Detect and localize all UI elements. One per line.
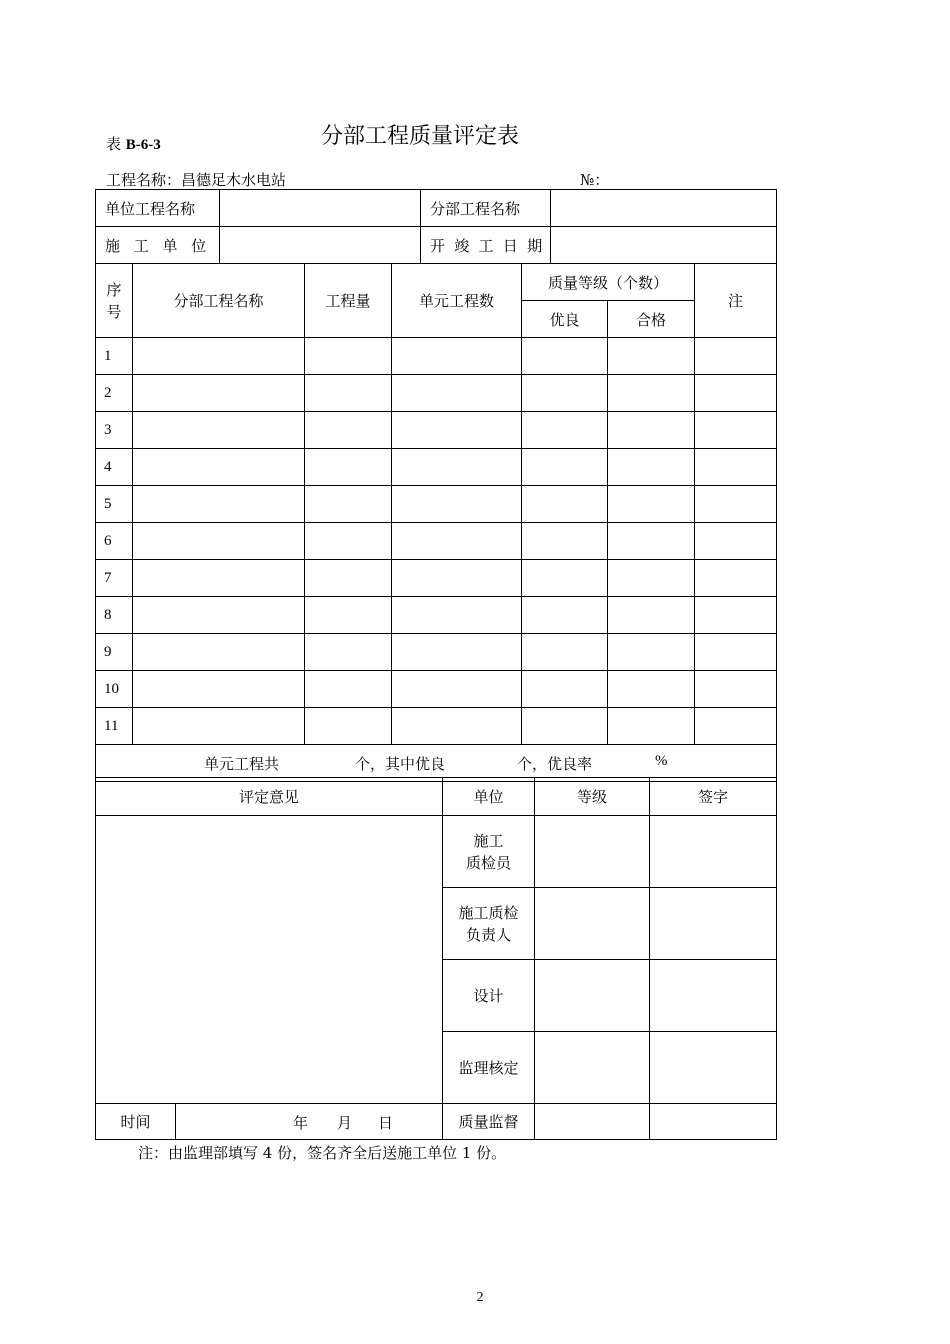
cell[interactable] [305,597,392,634]
role-design: 设计 [443,960,535,1032]
signature-cell[interactable] [650,888,777,960]
table-label-prefix: 表 [106,135,126,153]
row-number: 4 [96,449,133,486]
col-sub-name-header: 分部工程名称 [133,264,305,338]
cell[interactable] [695,523,777,560]
row-number: 5 [96,486,133,523]
row-number: 11 [96,708,133,745]
cell[interactable] [695,634,777,671]
cell[interactable] [522,634,608,671]
date-month-label: 月 [337,1114,353,1132]
cell[interactable] [305,560,392,597]
table-label [106,133,161,154]
cell[interactable] [608,708,695,745]
cell[interactable] [695,486,777,523]
cell[interactable] [305,634,392,671]
row-number: 1 [96,338,133,375]
col-quality-grade-header: 质量等级（个数） [522,264,695,301]
signature-cell[interactable] [650,1032,777,1104]
col-seq-header: 序号 [96,264,133,338]
cell[interactable] [392,671,522,708]
table-row [96,449,777,486]
sub-project-name-label: 分部工程名称 [421,190,551,227]
cell[interactable] [305,523,392,560]
table-row [96,375,777,412]
page-number: 2 [476,1290,484,1305]
role-supervision-check: 监理核定 [443,1032,535,1104]
evaluation-header-row [96,778,777,816]
cell[interactable] [133,708,305,745]
cell[interactable] [608,597,695,634]
footnote: 注：由监理部填写 4 份，签名齐全后送施工单位 1 份。 [138,1144,507,1162]
role-construction-quality-head: 施工质检 负责人 [443,888,535,960]
row-number: 3 [96,412,133,449]
form-number-label: №： [580,171,610,189]
cell[interactable] [392,338,522,375]
cell[interactable] [305,449,392,486]
opinion-field[interactable] [96,816,443,1104]
row-number: 6 [96,523,133,560]
grade-cell[interactable] [535,960,650,1032]
start-end-date-label: 开 竣 工 日 期 [421,227,551,264]
construction-unit-field[interactable] [220,227,421,264]
grade-cell[interactable] [535,888,650,960]
row-number: 8 [96,597,133,634]
cell[interactable] [695,560,777,597]
cell[interactable] [522,523,608,560]
cell[interactable] [608,449,695,486]
summary-cell [96,745,777,782]
cell[interactable] [133,338,305,375]
cell[interactable] [522,560,608,597]
cell[interactable] [133,634,305,671]
cell[interactable] [695,412,777,449]
summary-rate-label: 个，优良率 [517,755,593,773]
cell[interactable] [608,634,695,671]
signature-cell[interactable] [650,816,777,888]
grid-header-row-1 [96,264,777,301]
col-excellent-header: 优良 [522,301,608,338]
cell[interactable] [608,671,695,708]
cell[interactable] [392,449,522,486]
cell[interactable] [522,708,608,745]
unit-project-name-label: 单位工程名称 [96,190,220,227]
row-number: 7 [96,560,133,597]
table-row [96,560,777,597]
grade-header: 等级 [535,778,650,816]
signature-header: 签字 [650,778,777,816]
cell[interactable] [695,671,777,708]
cell[interactable] [608,560,695,597]
cell[interactable] [695,338,777,375]
cell[interactable] [305,338,392,375]
cell[interactable] [133,597,305,634]
cell[interactable] [305,671,392,708]
cell[interactable] [133,412,305,449]
cell[interactable] [392,486,522,523]
summary-total-label: 单元工程共 [204,755,280,773]
signature-cell[interactable] [650,1104,777,1140]
cell[interactable] [305,412,392,449]
evaluation-time-row [96,1104,777,1140]
table-code: B-6-3 [125,137,161,153]
cell[interactable] [133,375,305,412]
col-qualified-header: 合格 [608,301,695,338]
unit-project-name-field[interactable] [220,190,421,227]
unit-header: 单位 [443,778,535,816]
cell[interactable] [522,338,608,375]
cell[interactable] [392,708,522,745]
row-number: 10 [96,671,133,708]
date-year-label: 年 [293,1114,309,1132]
grade-cell[interactable] [535,1104,650,1140]
table-row [96,486,777,523]
cell[interactable] [305,486,392,523]
cell[interactable] [392,634,522,671]
table-row [96,671,777,708]
project-info-table [95,189,777,264]
grade-cell[interactable] [535,816,650,888]
cell[interactable] [608,412,695,449]
table-row [96,708,777,745]
evaluation-row-1 [96,816,777,888]
page-title: 分部工程质量评定表 [320,124,519,149]
info-row-2 [96,227,777,264]
cell[interactable] [522,449,608,486]
cell[interactable] [392,560,522,597]
row-number: 9 [96,634,133,671]
cell[interactable] [133,560,305,597]
project-name-label: 工程名称：昌德足木水电站 [106,171,287,189]
table-row [96,412,777,449]
cell[interactable] [392,523,522,560]
cell[interactable] [522,486,608,523]
cell[interactable] [305,375,392,412]
cell[interactable] [133,523,305,560]
summary-row [96,745,777,782]
cell[interactable] [305,708,392,745]
cell[interactable] [695,708,777,745]
cell[interactable] [392,375,522,412]
table-row [96,523,777,560]
cell[interactable] [392,412,522,449]
cell[interactable] [522,671,608,708]
col-note-header: 注 [695,264,777,338]
date-day-label: 日 [378,1114,394,1132]
time-label: 时间 [96,1104,176,1140]
grade-cell[interactable] [535,1032,650,1104]
info-row-1 [96,190,777,227]
evaluation-table [95,777,777,1140]
cell[interactable] [695,449,777,486]
signature-cell[interactable] [650,960,777,1032]
cell[interactable] [522,597,608,634]
sub-project-grid [95,263,777,782]
construction-unit-label: 施 工 单 位 [96,227,220,264]
cell[interactable] [133,671,305,708]
quality-supervision-label: 质量监督 [443,1104,535,1140]
col-unit-count-header: 单元工程数 [392,264,522,338]
cell[interactable] [522,412,608,449]
cell[interactable] [608,523,695,560]
date-field[interactable] [176,1104,443,1140]
cell[interactable] [133,449,305,486]
table-row [96,634,777,671]
cell[interactable] [608,486,695,523]
cell[interactable] [608,338,695,375]
cell[interactable] [695,597,777,634]
cell[interactable] [392,597,522,634]
col-quantity-header: 工程量 [305,264,392,338]
sub-project-name-field[interactable] [551,190,777,227]
row-number: 2 [96,375,133,412]
start-end-date-field[interactable] [551,227,777,264]
summary-excellent-label: 个，其中优良 [355,755,446,773]
role-construction-inspector: 施工 质检员 [443,816,535,888]
table-row [96,597,777,634]
table-row [96,338,777,375]
cell[interactable] [133,486,305,523]
opinion-header: 评定意见 [96,778,443,816]
cell[interactable] [608,375,695,412]
cell[interactable] [695,375,777,412]
summary-percent-sign: % [655,753,668,769]
cell[interactable] [522,375,608,412]
